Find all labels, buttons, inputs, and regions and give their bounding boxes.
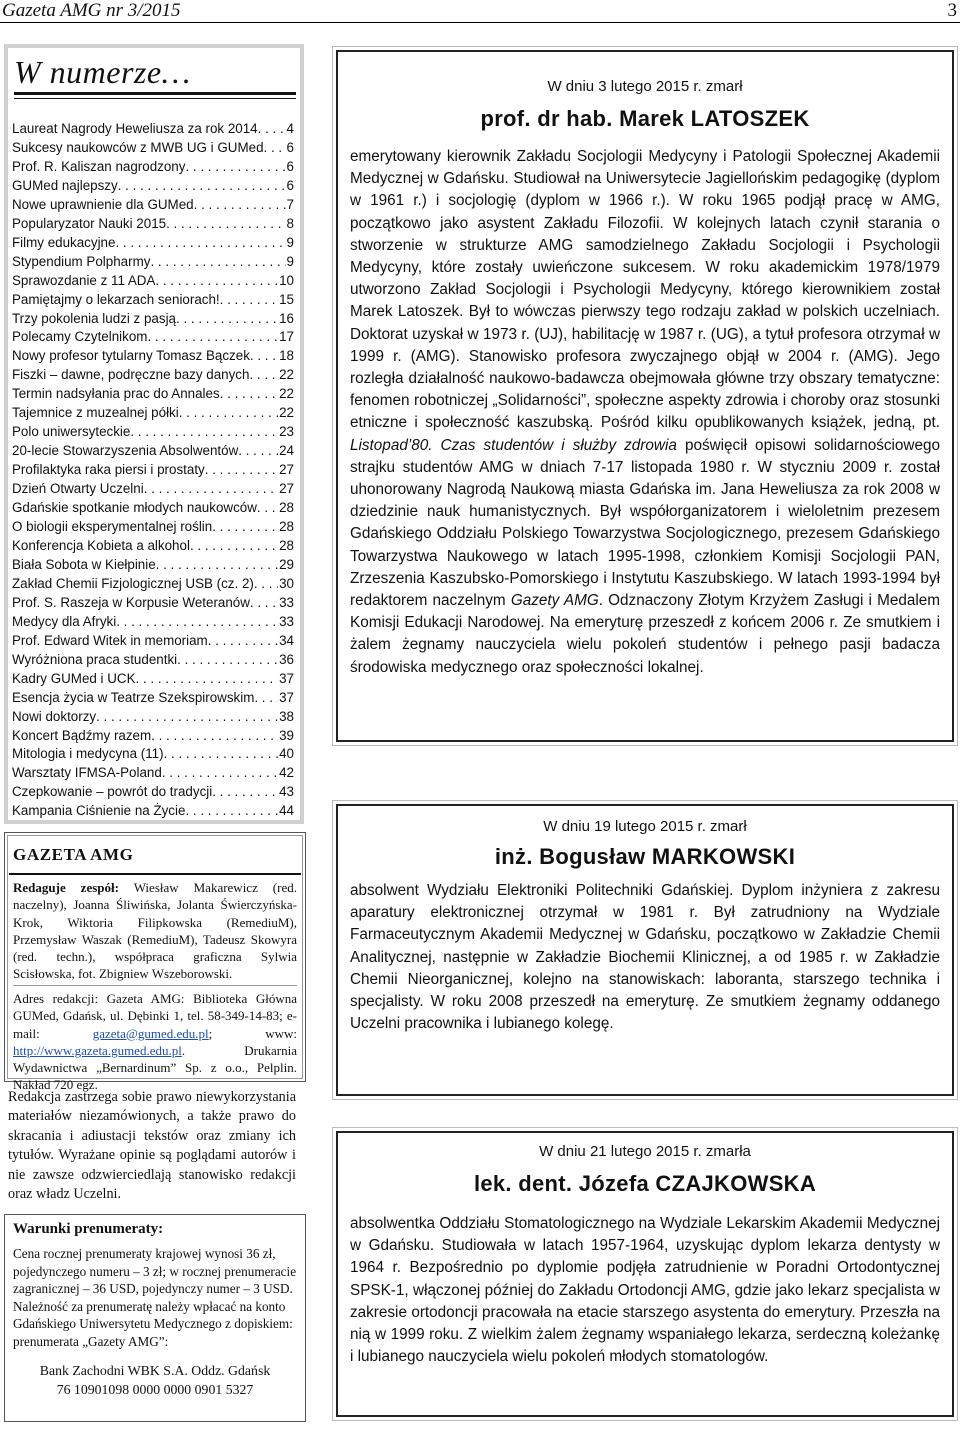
toc-item-page: 16 xyxy=(279,310,294,326)
toc-item-page: 18 xyxy=(279,348,294,364)
toc-item-title: Kampania Ciśnienie na Życie xyxy=(12,803,186,819)
toc-item xyxy=(12,385,294,404)
obituary-latoszek xyxy=(336,50,954,742)
toc-leader-dots xyxy=(166,215,285,234)
toc-item-title: Kadry GUMed i UCK xyxy=(12,670,136,686)
toc-leader-dots xyxy=(205,461,278,480)
editorial-disclaimer: Redakcja zastrzega sobie prawo niewykorzystania materiałów niezamówionych, a także prawo do skracania i adiustacji tekstów oraz zmiany ich tytułów. Wyrażane opinie są poglądami autorów i nie zawsze odzwierciedlają stanowisko redakcji oraz władz Uczelni. xyxy=(8,1089,296,1203)
toc-item-title: Dzień Otwarty Uczelni xyxy=(12,481,144,497)
toc-item-page: 43 xyxy=(279,784,294,800)
subscription-title: Warunki prenumeraty: xyxy=(13,1221,164,1237)
toc-item xyxy=(12,461,294,480)
address-text: Adres redakcji: Gazeta AMG: Biblioteka Główna GUMed, Gdańsk, ul. Dębinki 1, tel. 58-349-14-83; e-mail: xyxy=(13,991,297,1041)
toc-leader-dots xyxy=(194,196,286,215)
toc-item-page: 30 xyxy=(279,575,294,591)
toc-item xyxy=(12,196,294,215)
team-text: Wiesław Makarewicz (red. naczelny), Joanna Śliwińska, Jolanta Świerczyńska-Krok, Wiktoria Filipkowska (RemediuM), Przemysław Waszak (RemediuM), Tadeusz Skowyra (red. techn.), współpraca graficzna Sylwia Scisłowska, fot. Zbigniew Wszeborowski. xyxy=(13,880,297,982)
toc-leader-dots xyxy=(254,689,278,708)
toc-leader-dots xyxy=(212,518,278,537)
toc-item-page: 28 xyxy=(279,519,294,535)
toc-item xyxy=(12,480,294,499)
toc-item-title: Biała Sobota w Kiełpinie xyxy=(12,556,156,572)
toc-item-title: Prof. R. Kaliszan nagrodzony xyxy=(12,158,186,174)
bank-account: 76 10901098 0000 0000 0901 5327 xyxy=(56,1382,254,1397)
obituary-text-3: . Odznaczony Złotym Krzyżem Zasługi i Medalem Komisji Edukacji Narodowej. Na emeryturę przeszedł z końcem 2006 r. Ze smutkiem i żalem żegnamy nauczyciela wielu pokoleń studentów i pełnego pasji badacza środowiska medycznego oraz społeczności lokalnej. xyxy=(350,592,940,676)
toc-leader-dots xyxy=(250,594,278,613)
toc-list xyxy=(12,120,294,821)
toc-item-title: Termin nadsyłania prac do Annales xyxy=(12,386,220,402)
subscription-box xyxy=(4,1214,306,1422)
toc-item-title: Wyróżniona praca studentki xyxy=(12,651,178,667)
book-title: Listopad’80. Czas studentów i służby zdrowia xyxy=(350,436,677,454)
toc-item-page: 9 xyxy=(286,234,294,250)
obituary-text-1: emerytowany kierownik Zakładu Socjologii Medycyny i Patologii Społecznej Akademii Medycznej w Gdańsku. Studiował na Uniwersytecie Jagiellońskim pedagogikę (dyplom w 1961 r.) i socjologię (dyplom w 1966 r.). W roku 1965 podjął pracę w AMG, początkowo jako asystent Zakładu Filozofii. W kolejnych latach czynił starania o stworzenie w strukturze AMG samodzielnego Zakładu Socjologii i Psychologii Medycyny, które zostały uwieńczone sukcesem. W roku akademickim 1978/1979 utworzono Zakład Socjologii i Psychologii Medycyny, którego kierownikiem został Marek Latoszek. Był to wówczas pierwszy tego rodzaju zakład w polskich uczelniach. Doktorat uzyskał w 1973 r. (UJ), habilitację w 1987 r. (UG), a tytuł profesora otrzymał w 1999 r. (AMG). Stanowisko profesora zwyczajnego objął w 2004 r. (AMG). Jego rozległa działalność naukowo-badawcza obejmowała główne trzy obszary tematyczne: fenomen robotniczej „Solidarności”, społeczne aspekty zdrowia i choroby oraz stosunki etniczne i społeczność kaszubską. Pośród kilku opublikowanych książek, jedną, pt. xyxy=(350,148,940,432)
bank-details xyxy=(5,1361,305,1399)
toc-leader-dots xyxy=(144,480,278,499)
toc-item xyxy=(12,556,294,575)
obituary-name: lek. dent. Józefa CZAJKOWSKA xyxy=(473,1171,817,1196)
toc-item xyxy=(12,537,294,556)
toc-leader-dots xyxy=(155,272,278,291)
toc-item xyxy=(12,328,294,347)
publication-title: Gazeta AMG nr 3/2015 xyxy=(2,0,181,21)
toc-divider-thin xyxy=(14,98,296,99)
toc-item-title: Medycy dla Afryki xyxy=(12,613,117,629)
toc-leader-dots xyxy=(176,310,278,329)
toc-item xyxy=(12,347,294,366)
toc-leader-dots xyxy=(179,404,278,423)
toc-item-title: Prof. S. Raszeja w Korpusie Weteranów xyxy=(12,594,250,610)
toc-item-page: 29 xyxy=(279,556,294,572)
toc-item-page: 9 xyxy=(286,253,294,269)
toc-divider xyxy=(14,92,296,95)
toc-item xyxy=(12,745,294,764)
toc-item-title: Popularyzator Nauki 2015 xyxy=(12,215,167,231)
toc-item-page: 4 xyxy=(286,121,294,136)
toc-item-title: Stypendium Polpharmy xyxy=(12,253,151,269)
toc-leader-dots xyxy=(164,745,279,764)
website-link[interactable]: http://www.gazeta.gumed.edu.pl xyxy=(13,1042,182,1058)
toc-leader-dots xyxy=(257,499,278,518)
toc-leader-dots xyxy=(147,328,278,347)
obituary-date: W dniu 3 lutego 2015 r. zmarł xyxy=(547,78,743,95)
toc-item xyxy=(12,651,294,670)
www-label: ; www: xyxy=(208,1025,298,1041)
toc-item xyxy=(12,404,294,423)
editorial-divider xyxy=(9,873,301,875)
toc-item-page: 36 xyxy=(279,651,294,667)
toc-item xyxy=(12,139,294,158)
toc-item-page: 28 xyxy=(279,500,294,516)
editorial-title: GAZETA AMG xyxy=(13,845,134,864)
toc-item-page: 22 xyxy=(279,367,294,383)
toc-item-title: Sukcesy naukowców z MWB UG i GUMed xyxy=(12,139,264,155)
toc-item-title: Esencja życia w Teatrze Szekspirowskim xyxy=(12,689,255,705)
toc-item xyxy=(12,802,294,821)
toc-item xyxy=(12,253,294,272)
toc-item xyxy=(12,234,294,253)
toc-item-page: 17 xyxy=(279,329,294,345)
toc-item xyxy=(12,158,294,177)
toc-item-page: 33 xyxy=(279,613,294,629)
journal-title: Gazety AMG xyxy=(510,592,599,610)
toc-item-title: Polo uniwersyteckie xyxy=(12,424,131,440)
table-of-contents xyxy=(4,44,304,824)
toc-leader-dots xyxy=(258,120,286,139)
toc-item-page: 28 xyxy=(279,537,294,553)
toc-item-title: Profilaktyka raka piersi i prostaty xyxy=(12,462,205,478)
toc-item xyxy=(12,575,294,594)
obituary-body: absolwent Wydziału Elektroniki Politechniki Gdańskiej. Dyplom inżyniera z zakresu aparatury elektronicznej otrzymał w 1981 r. Był zatrudniony na Wydziale Farmaceutycznym Akademii Medycznej w Gdańsku, początkowo w Zakładzie Chemii Analitycznej, następnie w Zakładzie Biochemii Klinicznej, a od 1985 r. w Zakładzie Chemii Nieorganicznej, kolejno na stanowiskach: laboranta, starszego technika i specjalisty. W roku 2008 przeszedł na emeryturę. Ze smutkiem żegnamy oddanego Uczelni pracownika i lubianego kolegę. xyxy=(350,882,940,1033)
toc-item xyxy=(12,689,294,708)
editorial-box xyxy=(4,832,306,1093)
toc-item-page: 44 xyxy=(279,803,294,819)
toc-item-page: 6 xyxy=(286,177,294,193)
toc-leader-dots xyxy=(254,575,278,594)
toc-item xyxy=(12,632,294,651)
toc-item xyxy=(12,177,294,196)
toc-item-page: 42 xyxy=(279,765,294,781)
toc-item-page: 37 xyxy=(279,689,294,705)
toc-item-title: Prof. Edward Witek in memoriam xyxy=(12,632,208,648)
obituary-name: prof. dr hab. Marek LATOSZEK xyxy=(480,106,810,131)
toc-item xyxy=(12,272,294,291)
obituary-date: W dniu 19 lutego 2015 r. zmarł xyxy=(543,818,747,835)
toc-item-title: GUMed najlepszy xyxy=(12,177,118,193)
subscription-body: Cena rocznej prenumeraty krajowej wynosi 36 zł, pojedynczego numeru – 3 zł; w rocznej prenumeracie zagranicznej – 36 USD, pojedynczy numer – 3 USD. Należność za prenumeratę należy wpłacać na konto Gdańskiego Uniwersytetu Medycznego z dopiskiem: prenumerata „Gazety AMG”: xyxy=(13,1246,297,1349)
toc-item-title: Czepkowanie – powrót do tradycji xyxy=(12,784,213,800)
toc-leader-dots xyxy=(96,708,278,727)
toc-leader-dots xyxy=(249,366,278,385)
toc-leader-dots xyxy=(185,158,285,177)
toc-item xyxy=(12,120,294,139)
toc-leader-dots xyxy=(162,764,278,783)
toc-item-page: 23 xyxy=(279,424,294,440)
toc-item xyxy=(12,310,294,329)
toc-item-page: 24 xyxy=(279,443,294,459)
toc-item xyxy=(12,291,294,310)
toc-title: W numerze… xyxy=(14,54,191,90)
obituary-body xyxy=(350,146,940,679)
toc-item-title: Nowi doktorzy xyxy=(12,708,97,724)
toc-leader-dots xyxy=(151,727,278,746)
toc-item-title: 20-lecie Stowarzyszenia Absolwentów xyxy=(12,443,239,459)
toc-item-page: 40 xyxy=(279,746,294,762)
toc-item-page: 37 xyxy=(279,670,294,686)
toc-item-page: 8 xyxy=(286,215,294,231)
toc-item-page: 38 xyxy=(279,708,294,724)
email-link[interactable]: gazeta@gumed.edu.pl xyxy=(92,1025,209,1041)
toc-item-page: 22 xyxy=(279,405,294,421)
toc-item xyxy=(12,215,294,234)
toc-item-title: Mitologia i medycyna (11) xyxy=(12,746,164,762)
toc-item-page: 6 xyxy=(286,139,294,155)
toc-leader-dots xyxy=(115,234,285,253)
toc-leader-dots xyxy=(116,613,278,632)
editorial-address xyxy=(13,985,297,1094)
toc-leader-dots xyxy=(156,556,278,575)
obituary-czajkowska xyxy=(336,1131,954,1417)
toc-item-page: 6 xyxy=(286,158,294,174)
toc-item-title: Laureat Nagrody Heweliusza za rok 2014 xyxy=(12,121,258,136)
toc-item xyxy=(12,442,294,461)
obituary-body: absolwentka Oddziału Stomatologicznego na Wydziale Lekarskim Akademii Medycznej w Gdańsku. Studiowała w latach 1957-1964, uzyskując dyplom lekarza dentysty w 1964 r. Bezpośrednio po dyplomie podjęła zatrudnienie w Poradni Ortodontycznej SPSK-1, włączonej później do Zakładu Ortodoncji AMG, gdzie jako lekarz specjalista w zakresie ortodoncji pracowała na etacie starszego asystenta do emerytury. Przeszła na nią w 1999 roku. Z wielkim żalem żegnamy wspaniałego lekarza, serdeczną koleżankę i lubianego nauczyciela wielu pokoleń młodych stomatologów. xyxy=(350,1215,940,1366)
team-label: Redaguje zespół: xyxy=(13,880,119,895)
toc-item-page: 27 xyxy=(279,481,294,497)
toc-item-page: 7 xyxy=(286,196,294,212)
toc-item-title: Sprawozdanie z 11 ADA xyxy=(12,272,156,288)
toc-leader-dots xyxy=(118,177,286,196)
toc-item xyxy=(12,366,294,385)
bank-name: Bank Zachodni WBK S.A. Oddz. Gdańsk xyxy=(39,1363,271,1378)
toc-leader-dots xyxy=(220,291,278,310)
toc-item-title: Gdańskie spotkanie młodych naukowców xyxy=(12,500,257,516)
obituary-name: inż. Bogusław MARKOWSKI xyxy=(494,844,796,869)
toc-item xyxy=(12,499,294,518)
toc-item-title: Fiszki – dawne, podręczne bazy danych xyxy=(12,367,250,383)
toc-item-title: O biologii eksperymentalnej roślin xyxy=(12,519,213,535)
toc-item-page: 10 xyxy=(279,272,294,288)
toc-leader-dots xyxy=(212,783,278,802)
toc-item-page: 22 xyxy=(279,386,294,402)
toc-leader-dots xyxy=(220,385,278,404)
toc-item-title: Zakład Chemii Fizjologicznej USB (cz. 2) xyxy=(12,575,254,591)
toc-leader-dots xyxy=(264,139,286,158)
toc-item xyxy=(12,423,294,442)
toc-item-page: 34 xyxy=(279,632,294,648)
page-header xyxy=(0,0,960,23)
toc-leader-dots xyxy=(190,537,278,556)
toc-item-page: 33 xyxy=(279,594,294,610)
toc-item-title: Koncert Bądźmy razem xyxy=(12,727,152,743)
page-number: 3 xyxy=(947,0,957,21)
editorial-team xyxy=(13,879,297,983)
toc-item xyxy=(12,727,294,746)
toc-item-title: Trzy pokolenia ludzi z pasją xyxy=(12,310,176,326)
toc-item-title: Polecamy Czytelnikom xyxy=(12,329,148,345)
toc-item-title: Konferencja Kobieta a alkohol xyxy=(12,537,190,553)
toc-leader-dots xyxy=(238,442,278,461)
toc-item-title: Tajemnice z muzealnej półki xyxy=(12,405,179,421)
toc-item xyxy=(12,518,294,537)
toc-item-title: Pamiętajmy o lekarzach seniorach! xyxy=(12,291,220,307)
toc-item-page: 27 xyxy=(279,462,294,478)
toc-item xyxy=(12,594,294,613)
toc-leader-dots xyxy=(130,423,278,442)
print-text: . Drukarnia Wydawnictwa „Bernardinum” Sp. z o.o., Pelplin. Nakład 720 egz. xyxy=(13,1042,297,1093)
toc-leader-dots xyxy=(185,802,278,821)
toc-leader-dots xyxy=(208,632,278,651)
toc-leader-dots xyxy=(250,347,278,366)
toc-item-page: 15 xyxy=(279,291,294,307)
toc-item-page: 39 xyxy=(279,727,294,743)
toc-leader-dots xyxy=(177,651,278,670)
toc-item xyxy=(12,708,294,727)
toc-item xyxy=(12,783,294,802)
toc-leader-dots xyxy=(150,253,285,272)
obituary-text-2: poświęcił opisowi solidarnościowego strajku studentów AMG w dniach 7-17 listopada 1980 r. W styczniu 2009 r. został uhonorowany Nagrodą Naukową miasta Gdańska im. Jana Heweliusza za rok 2008 w dziedzinie nauk humanistycznych. Był współorganizatorem i wieloletnim prezesem Gdańskiego Oddziału Polskiego Towarzystwa Socjologicznego, prezesem Gdańskiego Towarzystwa Naukowego w latach 1995-1998, członkiem Komisji Socjologii PAN, Zrzeszenia Kaszubsko-Pomorskiego i Instytutu Kaszubskiego. W latach 1993-1994 był redaktorem naczelnym xyxy=(350,436,940,610)
obituary-date: W dniu 21 lutego 2015 r. zmarła xyxy=(539,1143,751,1160)
obituary-markowski xyxy=(336,804,954,1096)
toc-item xyxy=(12,613,294,632)
toc-item xyxy=(12,764,294,783)
toc-item-title: Nowy profesor tytularny Tomasz Bączek xyxy=(12,348,250,364)
toc-item-title: Filmy edukacyjne xyxy=(12,234,116,250)
toc-item xyxy=(12,670,294,689)
toc-leader-dots xyxy=(136,670,279,689)
toc-item-title: Warsztaty IFMSA-Poland xyxy=(12,765,162,781)
toc-item-title: Nowe uprawnienie dla GUMed xyxy=(12,196,194,212)
